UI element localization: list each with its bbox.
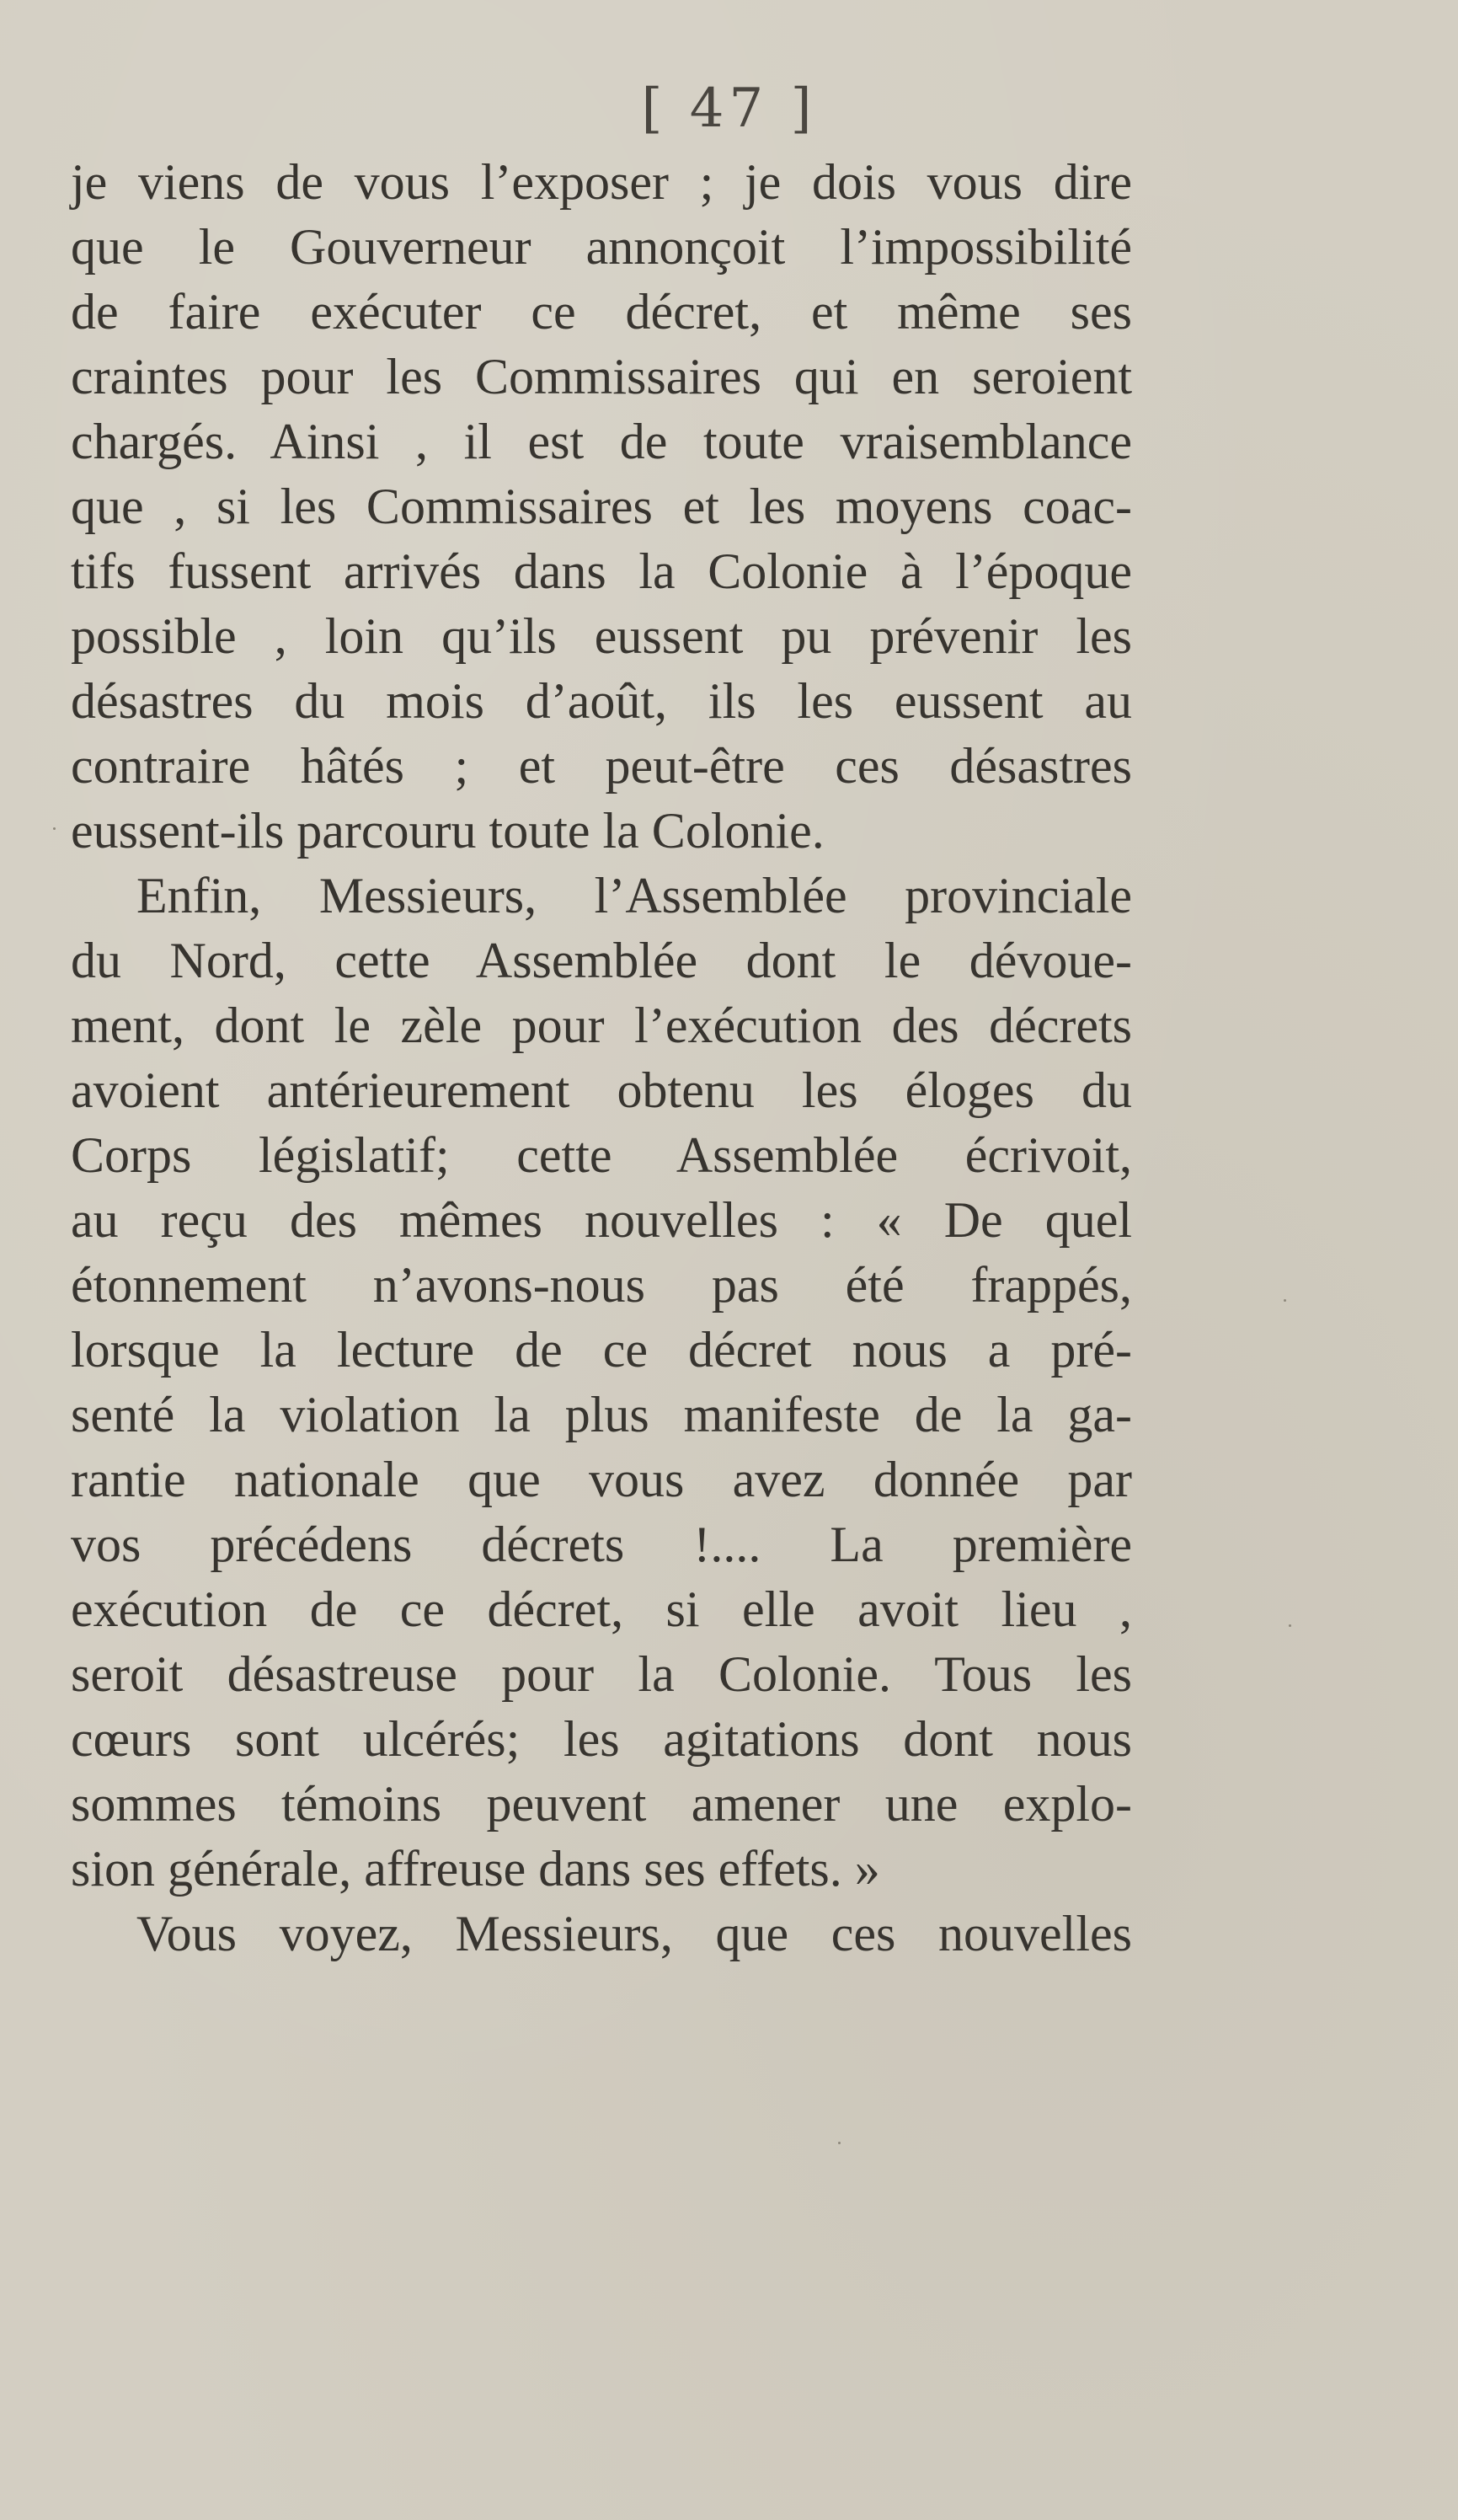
paragraph-end-line: eussent-ils parcouru toute la Colonie. [71, 803, 825, 859]
text-line: craintes pour les Commissaires qui en seroient [71, 349, 1132, 404]
text-line: ment, dont le zèle pour l’exécution des décrets [71, 998, 1132, 1053]
paragraph-start-line: Vous voyez, Messieurs, que ces nouvelles [136, 1906, 1132, 1961]
text-line: sommes témoins peuvent amener une explo- [71, 1776, 1132, 1832]
paragraph-end-line: sion générale, affreuse dans ses effets. » [71, 1841, 880, 1897]
text-line: tifs fussent arrivés dans la Colonie à l’époque [71, 543, 1132, 599]
text-line: que le Gouverneur annonçoit l’impossibilité [71, 219, 1132, 275]
paper-speck [1284, 1299, 1286, 1302]
text-line: étonnement n’avons-nous pas été frappés, [71, 1257, 1132, 1313]
body-text [71, 150, 1132, 1966]
page-number: [ 47 ] [641, 78, 817, 140]
text-line: Corps législatif; cette Assemblée écrivoit, [71, 1127, 1132, 1183]
text-line: possible , loin qu’ils eussent pu prévenir les [71, 608, 1132, 664]
text-line: au reçu des mêmes nouvelles : « De quel [71, 1192, 1132, 1248]
text-line: désastres du mois d’août, ils les eussent au [71, 673, 1132, 729]
paper-speck [838, 2142, 841, 2144]
text-line: lorsque la lecture de ce décret nous a pré- [71, 1322, 1132, 1378]
text-line: du Nord, cette Assemblée dont le dévoue- [71, 933, 1132, 988]
text-line: cœurs sont ulcérés; les agitations dont nous [71, 1711, 1132, 1767]
paragraph-start-line: Enfin, Messieurs, l’Assemblée provinciale [136, 868, 1132, 923]
text-line: contraire hâtés ; et peut-être ces désastres [71, 738, 1132, 794]
text-line: chargés. Ainsi , il est de toute vraisemblance [71, 414, 1132, 469]
text-line: que , si les Commissaires et les moyens coac- [71, 479, 1132, 534]
text-line: vos précédens décrets !.... La première [71, 1517, 1132, 1572]
text-line: rantie nationale que vous avez donnée par [71, 1452, 1132, 1507]
text-line: je viens de vous l’exposer ; je dois vous dire [71, 154, 1132, 210]
text-line: exécution de ce décret, si elle avoit lieu , [71, 1581, 1132, 1637]
text-line: avoient antérieurement obtenu les éloges du [71, 1062, 1132, 1118]
text-line: de faire exécuter ce décret, et même ses [71, 284, 1132, 340]
text-line: senté la violation la plus manifeste de la ga- [71, 1387, 1132, 1442]
paper-speck [1289, 1624, 1291, 1627]
text-line: seroit désastreuse pour la Colonie. Tous les [71, 1646, 1132, 1702]
paper-speck [53, 827, 56, 830]
